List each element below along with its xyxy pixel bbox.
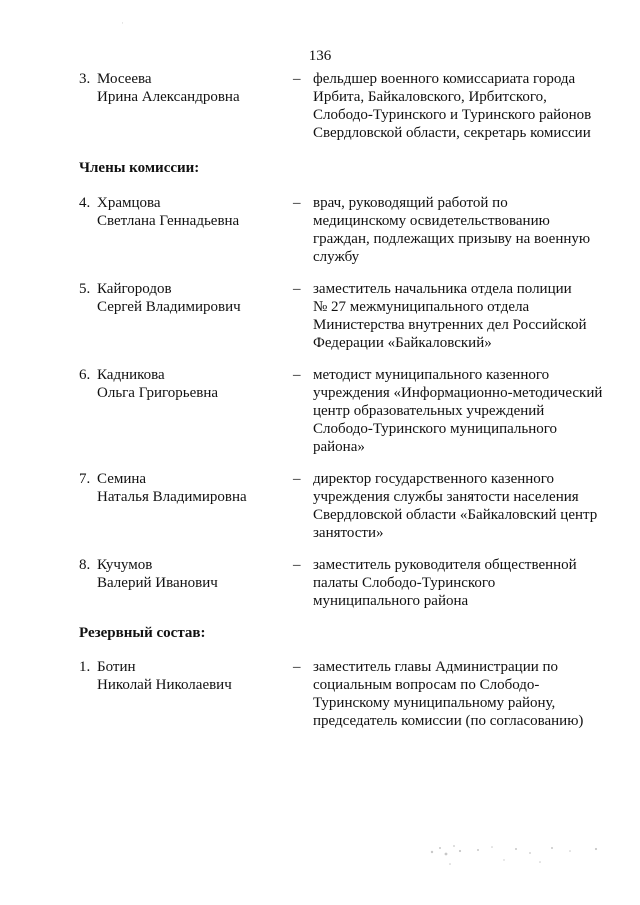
position-description (313, 70, 613, 142)
role-line: медицинскому освидетельствованию (313, 213, 550, 229)
surname: Кайгородов (97, 281, 172, 297)
item-number: 7. (79, 471, 91, 487)
role-line: центр образовательных учреждений (313, 403, 545, 419)
dash-separator: – (293, 195, 301, 211)
position-description (313, 556, 613, 610)
role-line: № 27 межмуниципального отдела (313, 299, 530, 315)
surname: Мосеева (97, 71, 152, 87)
first-patronymic: Ольга Григорьевна (97, 385, 219, 401)
item-number: 8. (79, 557, 91, 573)
scan-smudge (420, 820, 620, 880)
dash-separator: – (293, 471, 301, 487)
first-patronymic: Ирина Александровна (97, 89, 240, 105)
role-line: Свердловской области, секретарь комиссии (313, 125, 591, 141)
first-patronymic: Николай Николаевич (97, 677, 232, 693)
reserve-heading: Резервный состав: (79, 625, 206, 641)
person-name (97, 470, 287, 506)
role-line: председатель комиссии (по согласованию) (313, 713, 584, 729)
role-line: Федерации «Байкаловский» (313, 335, 492, 351)
scan-speck: · (121, 18, 124, 28)
role-line: заместитель главы Администрации по (313, 659, 559, 675)
item-number: 4. (79, 195, 91, 211)
first-patronymic: Валерий Иванович (97, 575, 218, 591)
person-name (97, 70, 287, 106)
surname: Кадникова (97, 367, 165, 383)
role-line: Свердловской области «Байкаловский центр (313, 507, 598, 523)
surname: Кучумов (97, 557, 153, 573)
item-number: 6. (79, 367, 91, 383)
first-patronymic: Наталья Владимировна (97, 489, 247, 505)
position-description (313, 280, 613, 352)
item-number: 1. (79, 659, 91, 675)
members-heading: Члены комиссии: (79, 160, 200, 176)
role-line: директор государственного казенного (313, 471, 555, 487)
person-name (97, 366, 287, 402)
role-line: методист муниципального казенного (313, 367, 550, 383)
dash-separator: – (293, 659, 301, 675)
role-line: фельдшер военного комиссариата города (313, 71, 576, 87)
role-line: Слободо-Туринского муниципального (313, 421, 558, 437)
role-line: Туринскому муниципальному району, (313, 695, 556, 711)
role-line: службу (313, 249, 360, 265)
position-description (313, 194, 613, 266)
page-number: 136 (308, 48, 332, 64)
dash-separator: – (293, 557, 301, 573)
role-line: социальным вопросам по Слободо- (313, 677, 540, 693)
person-name (97, 194, 287, 230)
role-line: Слободо-Туринского и Туринского районов (313, 107, 592, 123)
role-line: палаты Слободо-Туринского (313, 575, 496, 591)
role-line: района» (313, 439, 365, 455)
role-line: занятости» (313, 525, 384, 541)
position-description (313, 366, 613, 456)
person-name (97, 556, 287, 592)
dash-separator: – (293, 367, 301, 383)
role-line: Ирбита, Байкаловского, Ирбитского, (313, 89, 547, 105)
surname: Ботин (97, 659, 136, 675)
position-description (313, 470, 613, 542)
surname: Семина (97, 471, 147, 487)
position-description (313, 658, 613, 730)
role-line: заместитель руководителя общественной (313, 557, 577, 573)
surname: Храмцова (97, 195, 161, 211)
first-patronymic: Сергей Владимирович (97, 299, 241, 315)
role-line: заместитель начальника отдела полиции (313, 281, 572, 297)
role-line: муниципального района (313, 593, 469, 609)
first-patronymic: Светлана Геннадьевна (97, 213, 240, 229)
role-line: граждан, подлежащих призыву на военную (313, 231, 591, 247)
role-line: врач, руководящий работой по (313, 195, 508, 211)
item-number: 3. (79, 71, 91, 87)
dash-separator: – (293, 281, 301, 297)
person-name (97, 280, 287, 316)
item-number: 5. (79, 281, 91, 297)
dash-separator: – (293, 71, 301, 87)
person-name (97, 658, 287, 694)
role-line: Министерства внутренних дел Российской (313, 317, 587, 333)
role-line: учреждения службы занятости населения (313, 489, 579, 505)
role-line: учреждения «Информационно-методический (313, 385, 603, 401)
